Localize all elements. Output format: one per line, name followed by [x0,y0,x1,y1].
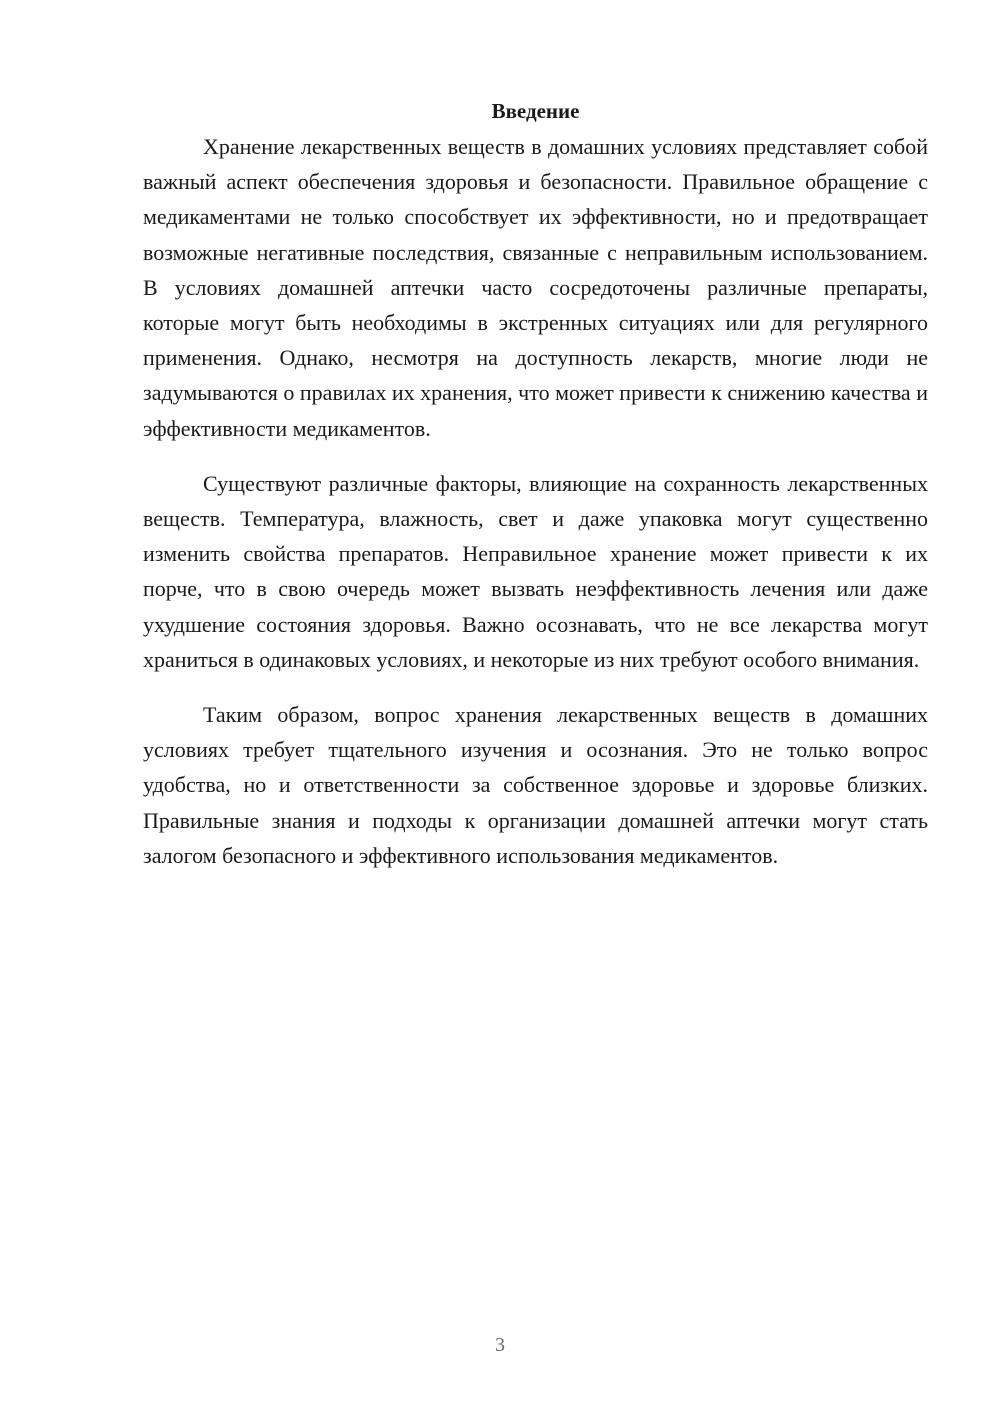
page-number: 3 [495,1334,505,1356]
paragraph-3: Таким образом, вопрос хранения лекарственных веществ в домашних условиях требует тщательного изучения и осознания. Это не только вопрос удобства, но и ответственности за собственное здоровье и здоровье близких. Правильные знания и подходы к организации домашней аптечки могут стать залогом безопасного и эффективного использования медикаментов. [143,702,928,868]
paragraph-2: Существуют различные факторы, влияющие на сохранность лекарственных веществ. Температура, влажность, свет и даже упаковка могут существенно изменить свойства препаратов. Неправильное хранение может привести к их порче, что в свою очередь может вызвать неэффективность лечения или даже ухудшение состояния здоровья. Важно осознавать, что не все лекарства могут храниться в одинаковых условиях, и некоторые из них требуют особого внимания. [143,470,928,672]
section-heading: Введение [491,99,580,123]
page-content [143,94,928,873]
paragraph-1: Хранение лекарственных веществ в домашних условиях представляет собой важный аспект обеспечения здоровья и безопасности. Правильное обращение с медикаментами не только способствует их эффективности, но и предотвращает возможные негативные последствия, связанные с неправильным использованием. В условиях домашней аптечки часто сосредоточены различные препараты, которые могут быть необходимы в экстренных ситуациях или для регулярного применения. Однако, несмотря на доступность лекарств, многие люди не задумываются о правилах их хранения, что может привести к снижению качества и эффективности медикаментов. [143,134,928,441]
